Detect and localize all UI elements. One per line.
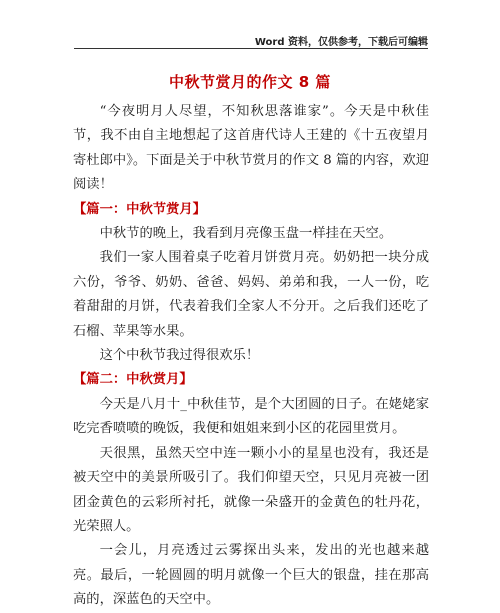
document-title: 中秋节赏月的作文 8 篇 <box>169 73 331 91</box>
section-heading: 【篇一：中秋节赏月】 <box>73 201 206 217</box>
document-body <box>73 100 429 613</box>
section-heading: 【篇二：中秋赏月】 <box>73 372 193 388</box>
paragraph: 中秋节的晚上，我看到月亮像玉盘一样挂在天空。 <box>99 226 393 242</box>
paragraph: 一会儿，月亮透过云雾探出头来，发出的光也越来越亮。最后，一轮圆圆的明月就像一个巨大的银盘，挂在那高高的，深蓝色的天空中。 <box>73 543 429 608</box>
header-note: Word 资料，仅供参考，下载后可编辑 <box>254 37 428 48</box>
paragraph: 今天是八月十_中秋佳节，是个大团圆的日子。在姥姥家吃完香喷喷的晚饭，我便和姐姐来到小区的花园里赏月。 <box>73 396 429 437</box>
paragraph: 这个中秋节我过得很欢乐！ <box>99 348 260 364</box>
header-divider <box>74 48 428 49</box>
paragraph: 我们一家人围着桌子吃着月饼赏月亮。奶奶把一块分成六份，爷爷、奶奶、爸爸、妈妈、弟弟和我，一人一份，吃着甜甜的月饼，代表着我们全家人不分开。之后我们还吃了石榴、苹果等水果。 <box>73 250 429 339</box>
intro-paragraph: “今夜明月人尽望，不知秋思落谁家”。今天是中秋佳节，我不由自主地想起了这首唐代诗人王建的《十五夜望月寄杜郎中》。下面是关于中秋节赏月的作文 8 篇的内容，欢迎阅读！ <box>73 104 429 193</box>
paragraph: 天很黑，虽然天空中连一颗小小的星星也没有，我还是被天空中的美景所吸引了。我们仰望天空，只见月亮被一团团金黄色的云彩所衬托，就像一朵盛开的金黄色的牡丹花，光荣照人。 <box>73 445 429 534</box>
